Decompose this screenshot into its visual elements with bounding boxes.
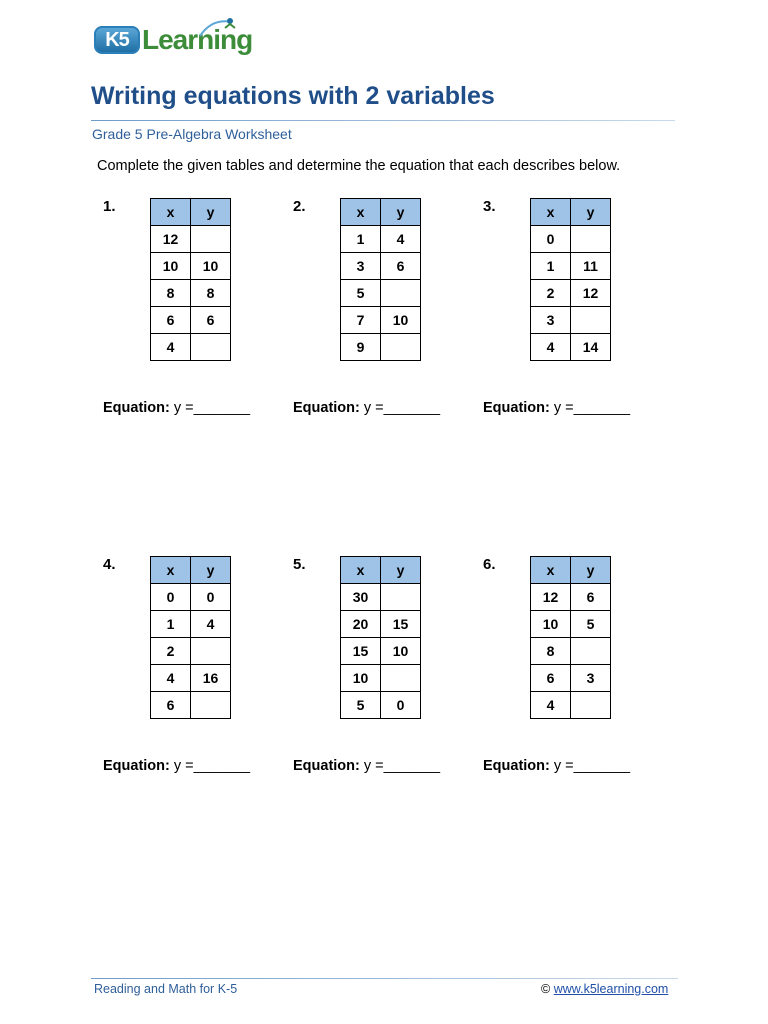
column-header-y: y [571,199,611,226]
xy-table [340,556,421,719]
y-cell-blank[interactable] [191,692,231,719]
equation-line[interactable] [293,757,440,775]
table-row [531,611,611,638]
x-cell: 6 [151,692,191,719]
y-cell: 16 [191,665,231,692]
y-cell-blank[interactable] [571,307,611,334]
table-row [531,307,611,334]
x-cell: 8 [151,280,191,307]
column-header-y: y [381,557,421,584]
table-row [151,692,231,719]
problem-number: 2. [293,198,306,215]
x-cell: 1 [531,253,571,280]
x-cell: 5 [341,280,381,307]
y-cell: 10 [191,253,231,280]
y-cell-blank[interactable] [191,334,231,361]
equation-blank[interactable]: y =_______ [169,758,251,774]
x-cell: 0 [531,226,571,253]
x-cell: 2 [531,280,571,307]
table-header-row [341,199,421,226]
table-row [531,665,611,692]
equation-line[interactable] [483,399,630,417]
problem-number: 6. [483,556,496,573]
table-row [151,226,231,253]
table-row [531,692,611,719]
column-header-y: y [571,557,611,584]
copyright-symbol: © [541,982,551,996]
y-cell: 14 [571,334,611,361]
equation-label: Equation: [483,758,550,774]
y-cell: 4 [191,611,231,638]
table-header-row [531,199,611,226]
x-cell: 10 [531,611,571,638]
x-cell: 30 [341,584,381,611]
y-cell: 0 [381,692,421,719]
table-row [151,307,231,334]
column-header-y: y [381,199,421,226]
x-cell: 10 [151,253,191,280]
table-row [341,638,421,665]
equation-label: Equation: [483,400,550,416]
y-cell: 4 [381,226,421,253]
x-cell: 0 [151,584,191,611]
y-cell-blank[interactable] [191,638,231,665]
xy-table [530,556,611,719]
y-cell: 10 [381,638,421,665]
table-row [151,611,231,638]
x-cell: 15 [341,638,381,665]
problem-3 [483,198,653,428]
y-cell: 0 [191,584,231,611]
y-cell-blank[interactable] [191,226,231,253]
column-header-x: x [151,557,191,584]
x-cell: 9 [341,334,381,361]
xy-table [150,556,231,719]
equation-blank[interactable]: y =_______ [549,758,631,774]
equation-blank[interactable]: y =_______ [169,400,251,416]
table-row [531,280,611,307]
column-header-x: x [341,199,381,226]
y-cell: 5 [571,611,611,638]
problem-2 [293,198,463,428]
problem-number: 5. [293,556,306,573]
equation-line[interactable] [293,399,440,417]
x-cell: 20 [341,611,381,638]
problem-5 [293,556,463,786]
problem-6 [483,556,653,786]
x-cell: 4 [151,665,191,692]
equation-blank[interactable]: y =_______ [549,400,631,416]
table-row [151,584,231,611]
x-cell: 4 [531,334,571,361]
footer-tagline: Reading and Math for K-5 [94,982,238,996]
footer-divider [91,978,678,979]
page-title: Writing equations with 2 variables [91,82,495,110]
equation-label: Equation: [293,758,360,774]
equation-line[interactable] [483,757,630,775]
logo-word: Learning [142,24,253,55]
table-row [341,692,421,719]
y-cell-blank[interactable] [381,280,421,307]
table-row [341,665,421,692]
x-cell: 10 [341,665,381,692]
problem-4 [103,556,273,786]
equation-line[interactable] [103,399,250,417]
footer-copyright [541,982,668,996]
y-cell: 6 [381,253,421,280]
table-row [151,638,231,665]
y-cell: 6 [191,307,231,334]
table-header-row [151,199,231,226]
k5-learning-logo [94,16,259,58]
table-row [341,611,421,638]
column-header-y: y [191,557,231,584]
table-row [151,665,231,692]
x-cell: 3 [341,253,381,280]
equation-label: Equation: [293,400,360,416]
x-cell: 2 [151,638,191,665]
table-row [341,307,421,334]
table-row [531,226,611,253]
column-header-x: x [341,557,381,584]
x-cell: 6 [531,665,571,692]
equation-blank[interactable]: y =_______ [359,758,441,774]
instructions: Complete the given tables and determine the equation that each describes below. [97,158,621,174]
x-cell: 4 [531,692,571,719]
column-header-x: x [151,199,191,226]
website-link[interactable]: www.k5learning.com [553,982,669,996]
xy-table [150,198,231,361]
equation-label: Equation: [103,400,170,416]
column-header-y: y [191,199,231,226]
x-cell: 1 [151,611,191,638]
y-cell: 6 [571,584,611,611]
y-cell-blank[interactable] [571,226,611,253]
y-cell-blank[interactable] [571,638,611,665]
y-cell: 15 [381,611,421,638]
table-header-row [531,557,611,584]
column-header-x: x [531,557,571,584]
y-cell: 10 [381,307,421,334]
worksheet-subtitle: Grade 5 Pre-Algebra Worksheet [92,126,292,142]
y-cell: 12 [571,280,611,307]
table-row [531,584,611,611]
x-cell: 7 [341,307,381,334]
y-cell: 3 [571,665,611,692]
y-cell-blank[interactable] [381,334,421,361]
table-row [151,280,231,307]
equation-line[interactable] [103,757,250,775]
xy-table [530,198,611,361]
table-row [341,334,421,361]
x-cell: 4 [151,334,191,361]
x-cell: 12 [151,226,191,253]
xy-table [340,198,421,361]
problem-number: 4. [103,556,116,573]
table-row [341,280,421,307]
table-row [341,584,421,611]
problem-number: 3. [483,198,496,215]
y-cell-blank[interactable] [571,692,611,719]
table-row [341,226,421,253]
header-divider [91,120,675,121]
logo-badge: K5 [94,26,140,54]
y-cell-blank[interactable] [381,665,421,692]
x-cell: 12 [531,584,571,611]
table-row [151,334,231,361]
x-cell: 3 [531,307,571,334]
table-header-row [341,557,421,584]
problem-1 [103,198,273,428]
y-cell: 11 [571,253,611,280]
logo-figure-icon [192,16,252,38]
table-row [531,253,611,280]
table-header-row [151,557,231,584]
table-row [531,638,611,665]
table-row [531,334,611,361]
column-header-x: x [531,199,571,226]
y-cell: 8 [191,280,231,307]
y-cell-blank[interactable] [381,584,421,611]
table-row [151,253,231,280]
x-cell: 8 [531,638,571,665]
x-cell: 5 [341,692,381,719]
problem-number: 1. [103,198,116,215]
equation-label: Equation: [103,758,170,774]
x-cell: 1 [341,226,381,253]
table-row [341,253,421,280]
equation-blank[interactable]: y =_______ [359,400,441,416]
x-cell: 6 [151,307,191,334]
